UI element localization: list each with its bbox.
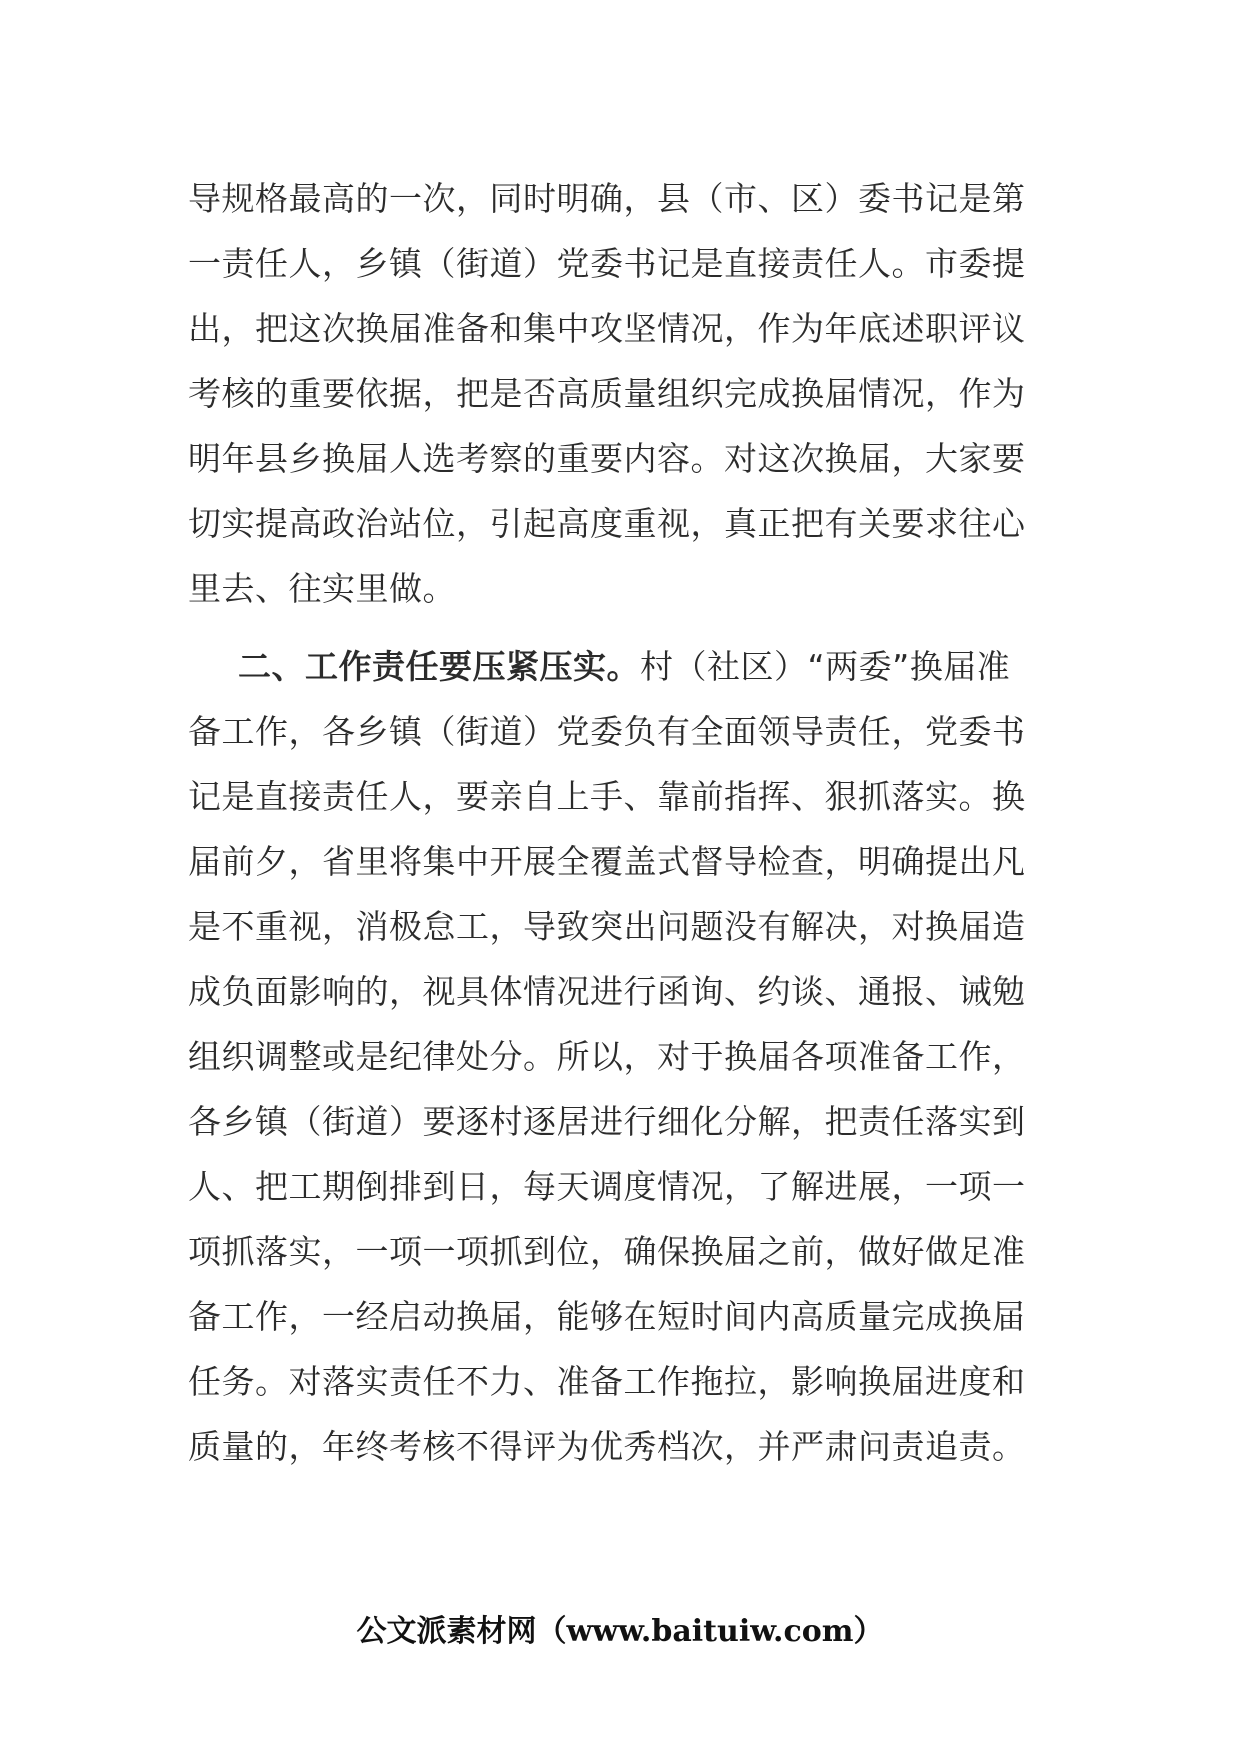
paragraph-line: 是不重视，消极怠工，导致突出问题没有解决，对换届造 bbox=[188, 907, 1026, 946]
paragraph-line: 里去、往实里做。 bbox=[188, 569, 456, 608]
paragraph-line: 届前夕，省里将集中开展全覆盖式督导检查，明确提出凡 bbox=[188, 842, 1026, 881]
paragraph-line: 记是直接责任人，要亲自上手、靠前指挥、狠抓落实。换 bbox=[188, 777, 1026, 816]
section-heading: 二、工作责任要压紧压实。 bbox=[238, 647, 640, 686]
paragraph-line: 组织调整或是纪律处分。所以，对于换届各项准备工作， bbox=[188, 1037, 1026, 1076]
paragraph-line: 明年县乡换届人选考察的重要内容。对这次换届，大家要 bbox=[188, 439, 1026, 478]
paragraph-line: 人、把工期倒排到日，每天调度情况，了解进展，一项一 bbox=[188, 1167, 1026, 1206]
paragraph-line: 导规格最高的一次，同时明确，县（市、区）委书记是第 bbox=[188, 179, 1026, 218]
paragraph-line: 各乡镇（街道）要逐村逐居进行细化分解，把责任落实到 bbox=[188, 1102, 1026, 1141]
paragraph-line: 成负面影响的，视具体情况进行函询、约谈、通报、诫勉 bbox=[188, 972, 1026, 1011]
paragraph-line: 出，把这次换届准备和集中攻坚情况，作为年底述职评议 bbox=[188, 309, 1026, 348]
paragraph-line: 备工作，一经启动换届，能够在短时间内高质量完成换届 bbox=[188, 1297, 1026, 1336]
paragraph-line: 备工作，各乡镇（街道）党委负有全面领导责任，党委书 bbox=[188, 712, 1026, 751]
paragraph-line: 质量的，年终考核不得评为优秀档次，并严肃问责追责。 bbox=[188, 1427, 1026, 1466]
paragraph-first-line bbox=[188, 634, 1058, 699]
paragraph-line: 任务。对落实责任不力、准备工作拖拉，影响换届进度和 bbox=[188, 1362, 1026, 1401]
paragraph-line-rest: 村（社区）“两委”换届准 bbox=[640, 647, 1011, 686]
page-footer: 公文派素材网（www.baituiw.com） bbox=[356, 1614, 884, 1649]
document-body bbox=[188, 166, 1058, 1479]
paragraph-line: 考核的重要依据，把是否高质量组织完成换届情况，作为 bbox=[188, 374, 1026, 413]
paragraph-gap bbox=[188, 621, 1058, 634]
paragraph-line: 切实提高政治站位，引起高度重视，真正把有关要求往心 bbox=[188, 504, 1026, 543]
paragraph-2 bbox=[188, 634, 1058, 1479]
paragraph-line: 项抓落实，一项一项抓到位，确保换届之前，做好做足准 bbox=[188, 1232, 1026, 1271]
paragraph-line: 一责任人，乡镇（街道）党委书记是直接责任人。市委提 bbox=[188, 244, 1026, 283]
paragraph-1 bbox=[188, 166, 1058, 621]
